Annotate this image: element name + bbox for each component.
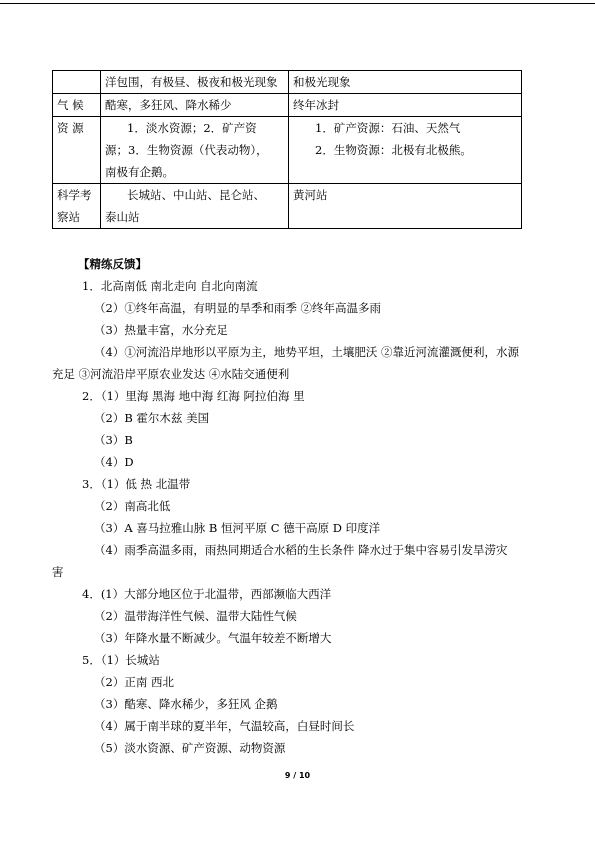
header-rule bbox=[0, 3, 595, 4]
south-cell bbox=[101, 184, 289, 229]
answer-line: （2）温带海洋性气候、温带大陆性气候 bbox=[94, 609, 297, 623]
table-row bbox=[53, 117, 522, 184]
answer-line: （3）B bbox=[94, 433, 133, 447]
page-number: 9 / 10 bbox=[284, 771, 311, 780]
cell-line: 源；3．生物资源（代表动物）， bbox=[105, 143, 268, 157]
cell-line: 1．淡水资源；2．矿产资 bbox=[127, 121, 257, 135]
table-row bbox=[53, 71, 522, 94]
answer-line: 2．（1）里海 黑海 地中海 红海 阿拉伯海 里 bbox=[82, 389, 305, 403]
cell-line: 察站 bbox=[57, 210, 80, 224]
north-cell bbox=[289, 117, 522, 184]
answer-line: 害 bbox=[52, 565, 64, 579]
row-label bbox=[53, 184, 101, 229]
north-cell: 黄河站 bbox=[289, 184, 522, 229]
answer-line: （4）D bbox=[94, 455, 134, 469]
cell-line: 泰山站 bbox=[105, 210, 140, 224]
answer-line: 5．（1）长城站 bbox=[82, 653, 160, 667]
answer-line: （3）热量丰富，水分充足 bbox=[94, 323, 228, 337]
answer-line: 充足 ③河流沿岸平原农业发达 ④水陆交通便利 bbox=[52, 367, 290, 381]
cell-line: 长城站、中山站、昆仑站、 bbox=[127, 188, 265, 202]
comparison-table bbox=[52, 70, 522, 229]
north-cell: 终年冰封 bbox=[289, 94, 522, 117]
south-cell: 酷寒，多狂风、降水稀少 bbox=[101, 94, 289, 117]
table-row bbox=[53, 184, 522, 229]
feedback-section bbox=[52, 253, 532, 759]
cell-line: 科学考 bbox=[57, 188, 92, 202]
answer-line: （4）①河流沿岸地形以平原为主，地势平坦，土壤肥沃 ②靠近河流灌溉便利，水源 bbox=[94, 345, 519, 359]
answer-line: （4）属于南半球的夏半年，气温较高，白昼时间长 bbox=[94, 719, 355, 733]
answer-line: （3）A 喜马拉雅山脉 B 恒河平原 C 德干高原 D 印度洋 bbox=[94, 521, 381, 535]
south-cell bbox=[101, 117, 289, 184]
row-label bbox=[53, 71, 101, 94]
table-row bbox=[53, 94, 522, 117]
south-cell: 洋包围，有极昼、极夜和极光现象 bbox=[101, 71, 289, 94]
answer-line: （2）①终年高温，有明显的旱季和雨季 ②终年高温多雨 bbox=[94, 301, 381, 315]
cell-line: 2．生物资源：北极有北极熊。 bbox=[315, 143, 472, 157]
answer-line: （2）南高北低 bbox=[94, 499, 171, 513]
cell-line: 南极有企鹅。 bbox=[105, 165, 174, 179]
answer-line: （2）正南 西北 bbox=[94, 675, 174, 689]
row-label: 气 候 bbox=[53, 94, 101, 117]
section-heading: 【精练反馈】 bbox=[78, 257, 147, 271]
answer-line: （2）B 霍尔木兹 美国 bbox=[94, 411, 210, 425]
answer-line: 1．北高南低 南北走向 自北向南流 bbox=[82, 279, 258, 293]
answer-line: 4．(1）大部分地区位于北温带，西部濒临大西洋 bbox=[82, 587, 332, 601]
cell-line: 1．矿产资源：石油、天然气 bbox=[315, 121, 461, 135]
answer-list bbox=[52, 275, 532, 759]
answer-line: （4）雨季高温多雨，雨热同期适合水稻的生长条件 降水过于集中容易引发旱涝灾 bbox=[94, 543, 508, 557]
row-label: 资 源 bbox=[53, 117, 101, 184]
north-cell: 和极光现象 bbox=[289, 71, 522, 94]
answer-line: （5）淡水资源、矿产资源、动物资源 bbox=[94, 741, 286, 755]
answer-line: 3．（1）低 热 北温带 bbox=[82, 477, 191, 491]
answer-line: （3）酷寒、降水稀少，多狂风 企鹅 bbox=[94, 697, 278, 711]
answer-line: （3）年降水量不断减少。气温年较差不断增大 bbox=[94, 631, 332, 645]
